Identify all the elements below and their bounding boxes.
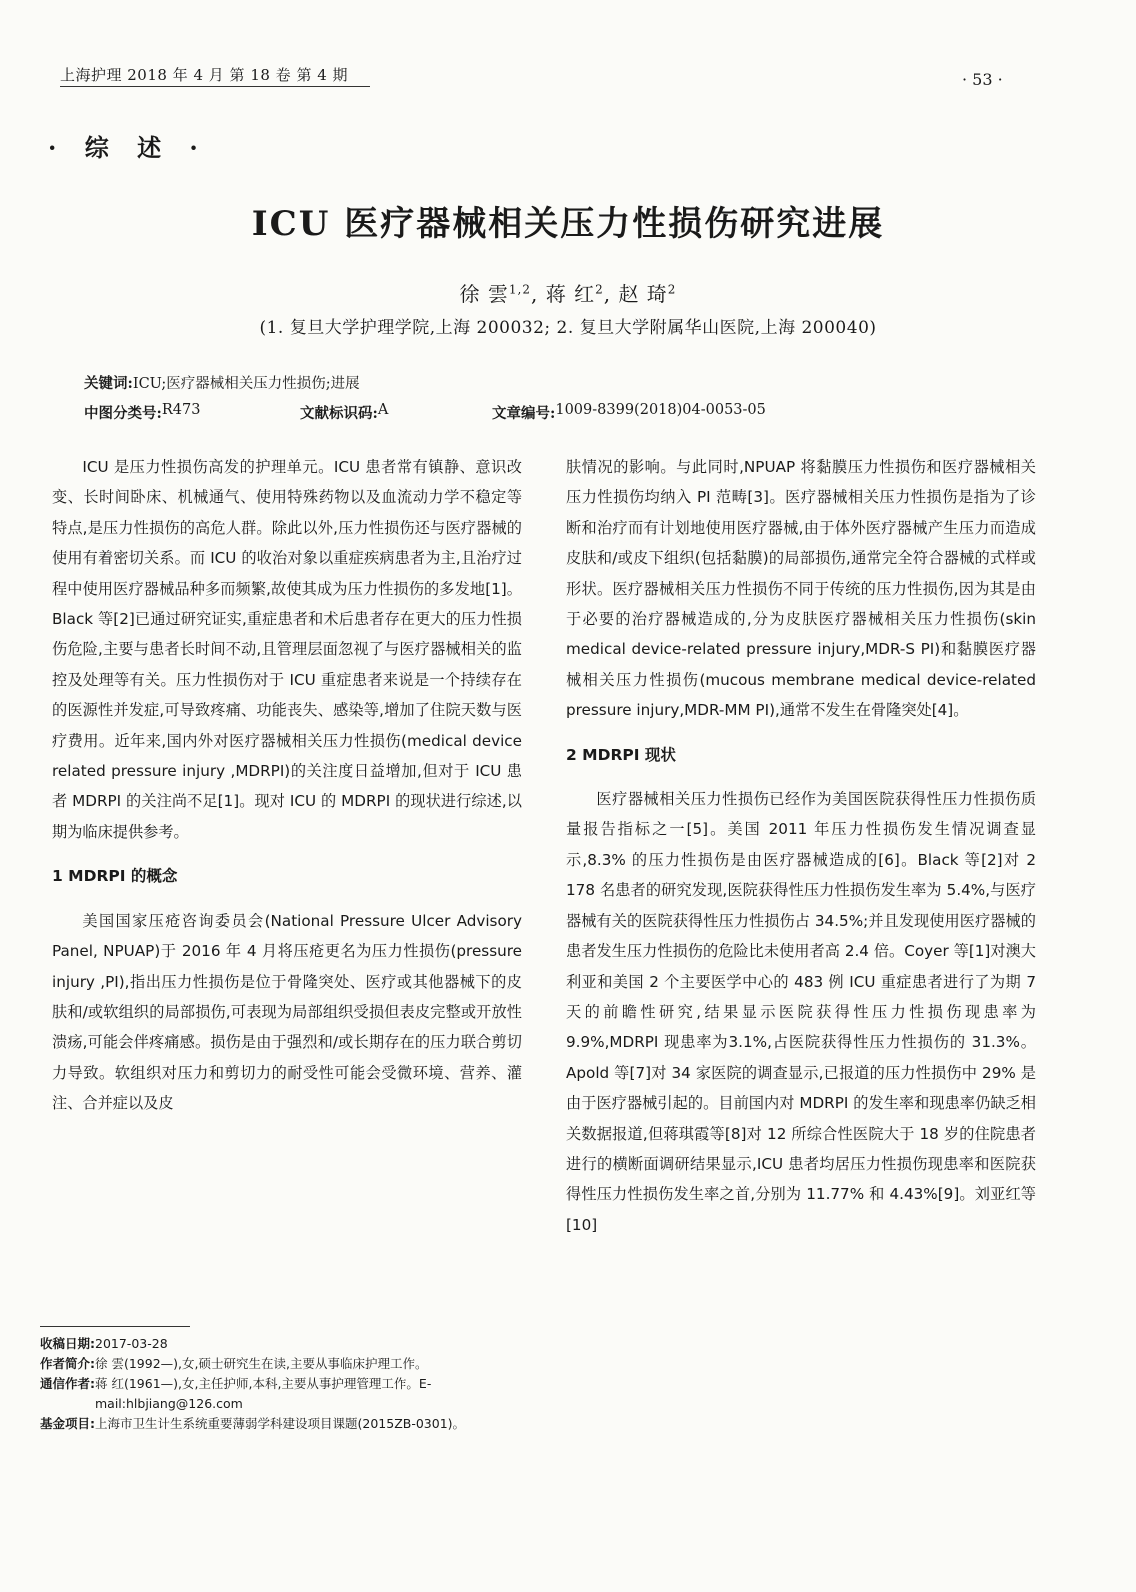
doc-code-field [300, 402, 389, 423]
right-column [566, 452, 1036, 1240]
intro-paragraph: ICU 是压力性损伤高发的护理单元。ICU 患者常有镇静、意识改变、长时间卧床、机械通气、使用特殊药物以及血流动力学不稳定等特点,是压力性损伤的高危人群。除此以外,压力性损伤还与医疗器械的使用有着密切关系。而 ICU 的收治对象以重症疾病患者为主,且治疗过程中使用医疗器械品种多而频繁,故使其成为压力性损伤的多发地[1]。Black 等[2]已通过研究证实,重症患者和术后患者存在更大的压力性损伤危险,主要与患者长时间不动,且管理层面忽视了与医疗器械相关的监控及处理等有关。压力性损伤对于 ICU 重症患者来说是一个持续存在的医源性并发症,可导致疼痛、功能丧失、感染等,增加了住院天数与医疗费用。近年来,国内外对医疗器械相关压力性损伤(medical device related pressure injury ,MDRPI)的关注度日益增加,但对于 ICU 患者 MDRPI 的关注尚不足[1]。现对 ICU 的 MDRPI 的现状进行综述,以期为临床提供参考。 [52, 458, 522, 841]
author-list: 徐 雲$^{1,2}$, 蒋 红$^2$, 赵 琦$^2$ [459, 282, 677, 306]
footnote-received [40, 1334, 530, 1354]
section-2-paragraph: 医疗器械相关压力性损伤已经作为美国医院获得性压力性损伤质量报告指标之一[5]。美国 2011 年压力性损伤发生情况调查显示,8.3% 的压力性损伤是由医疗器械造成的[6]。Black 等[2]对 2 178 名患者的研究发现,医院获得性压力性损伤发生率为 5.4%,与医疗器械有关的医院获得性压力性损伤占 34.5%;并且发现使用医疗器械的患者发生压力性损伤的危险比未使用者高 2.4 倍。Coyer 等[1]对澳大利亚和美国 2 个主要医学中心的 483 例 ICU 重症患者进行了为期 7 天的前瞻性研究,结果显示医院获得性压力性损伤现患率为 9.9%,MDRPI 现患率为3.1%,占医院获得性压力性损伤的 31.3%。Apold 等[7]对 34 家医院的调查显示,已报道的压力性损伤中 29% 是由于医疗器械引起的。目前国内对 MDRPI 的发生率和现患率仍缺乏相关数据报道,但蒋琪霞等[8]对 12 所综合性医院大于 18 岁的住院患者进行的横断面调研结果显示,ICU 患者均居压力性损伤现患率和医院获得性压力性损伤发生率之首,分别为 11.77% 和 4.43%[9]。刘亚红等[10] [566, 790, 1036, 1234]
footnote-text: 2017-03-28 [95, 1336, 168, 1351]
doc-code-label: 文献标识码: [300, 405, 378, 422]
affiliation: (1. 复旦大学护理学院,上海 200032; 2. 复旦大学附属华山医院,上海 200040) [259, 318, 877, 338]
author-name: 赵 琦 [618, 282, 668, 306]
running-head-rule [60, 86, 370, 87]
footnote-label: 通信作者: [40, 1376, 95, 1391]
clc-field [84, 402, 201, 423]
footnote-rule [40, 1326, 190, 1327]
clc-label: 中图分类号: [84, 405, 162, 422]
article-no-value: 1009-8399(2018)04-0053-05 [555, 402, 766, 418]
footnotes [40, 1334, 530, 1434]
section-2-heading: 2 MDRPI 现状 [566, 745, 676, 764]
footnote-text: 徐 雲(1992—),女,硕士研究生在读,主要从事临床护理工作。 [95, 1356, 428, 1371]
section-tag: · 综 述 · [48, 133, 208, 162]
footnote-corresponding [40, 1374, 530, 1414]
keywords-line [84, 372, 360, 393]
keywords-label: 关键词: [84, 375, 133, 392]
section-1-paragraph: 美国国家压疮咨询委员会(National Pressure Ulcer Advisory Panel, NPUAP)于 2016 年 4 月将压疮更名为压力性损伤(pressure injury ,PI),指出压力性损伤是位于骨隆突处、医疗或其他器械下的皮肤和/或软组织的局部损伤,可表现为局部组织受损但表皮完整或开放性溃疡,可能会伴疼痛感。损伤是由于强烈和/或长期存在的压力联合剪切力导致。软组织对压力和剪切力的耐受性可能会受微环境、营养、灌注、合并症以及皮 [52, 911, 522, 1113]
keywords-value: ICU;医疗器械相关压力性损伤;进展 [132, 376, 360, 392]
continued-paragraph: 肤情况的影响。与此同时,NPUAP 将黏膜压力性损伤和医疗器械相关压力性损伤均纳入 PI 范畴[3]。医疗器械相关压力性损伤是指为了诊断和治疗而有计划地使用医疗器械,由于体外医疗器械产生压力而造成皮肤和/或皮下组织(包括黏膜)的局部损伤,通常完全符合器械的式样或形状。医疗器械相关压力性损伤不同于传统的压力性损伤,因为其是由于必要的治疗器械造成的,分为皮肤医疗器械相关压力性损伤(skin medical device-related pressure injury,MDR-S PI)和黏膜医疗器械相关压力性损伤(mucous membrane medical device-related pressure injury,MDR-MM PI),通常不发生在骨隆突处[4]。 [566, 458, 1036, 720]
footnote-label: 基金项目: [40, 1416, 95, 1431]
footnote-text: 上海市卫生计生系统重要薄弱学科建设项目课题(2015ZB-0301)。 [95, 1416, 466, 1431]
section-1-heading: 1 MDRPI 的概念 [52, 867, 178, 886]
article-title: ICU 医疗器械相关压力性损伤研究进展 [251, 204, 885, 244]
left-column [52, 452, 522, 1119]
footnote-funding [40, 1414, 530, 1434]
clc-value: R473 [161, 402, 201, 418]
footnote-text: 蒋 红(1961—),女,主任护师,本科,主要从事护理管理工作。E-mail:hlbjiang@126.com [95, 1376, 432, 1411]
page-number: · 53 · [962, 70, 1003, 89]
author-affil-marker: 2 [667, 282, 677, 297]
running-head: 上海护理 2018 年 4 月 第 18 卷 第 4 期 [60, 66, 349, 84]
article-no-label: 文章编号: [492, 405, 556, 422]
author-name: 徐 雲 [459, 282, 509, 306]
footnote-label: 作者简介: [40, 1356, 95, 1371]
article-no-field [492, 402, 766, 423]
author-affil-marker: 1,2 [508, 282, 531, 297]
footnote-label: 收稿日期: [40, 1336, 95, 1351]
author-affil-marker: 2 [595, 282, 604, 297]
doc-code-value: A [377, 402, 389, 418]
footnote-author-bio [40, 1354, 530, 1374]
author-name: 蒋 红 [545, 282, 596, 306]
